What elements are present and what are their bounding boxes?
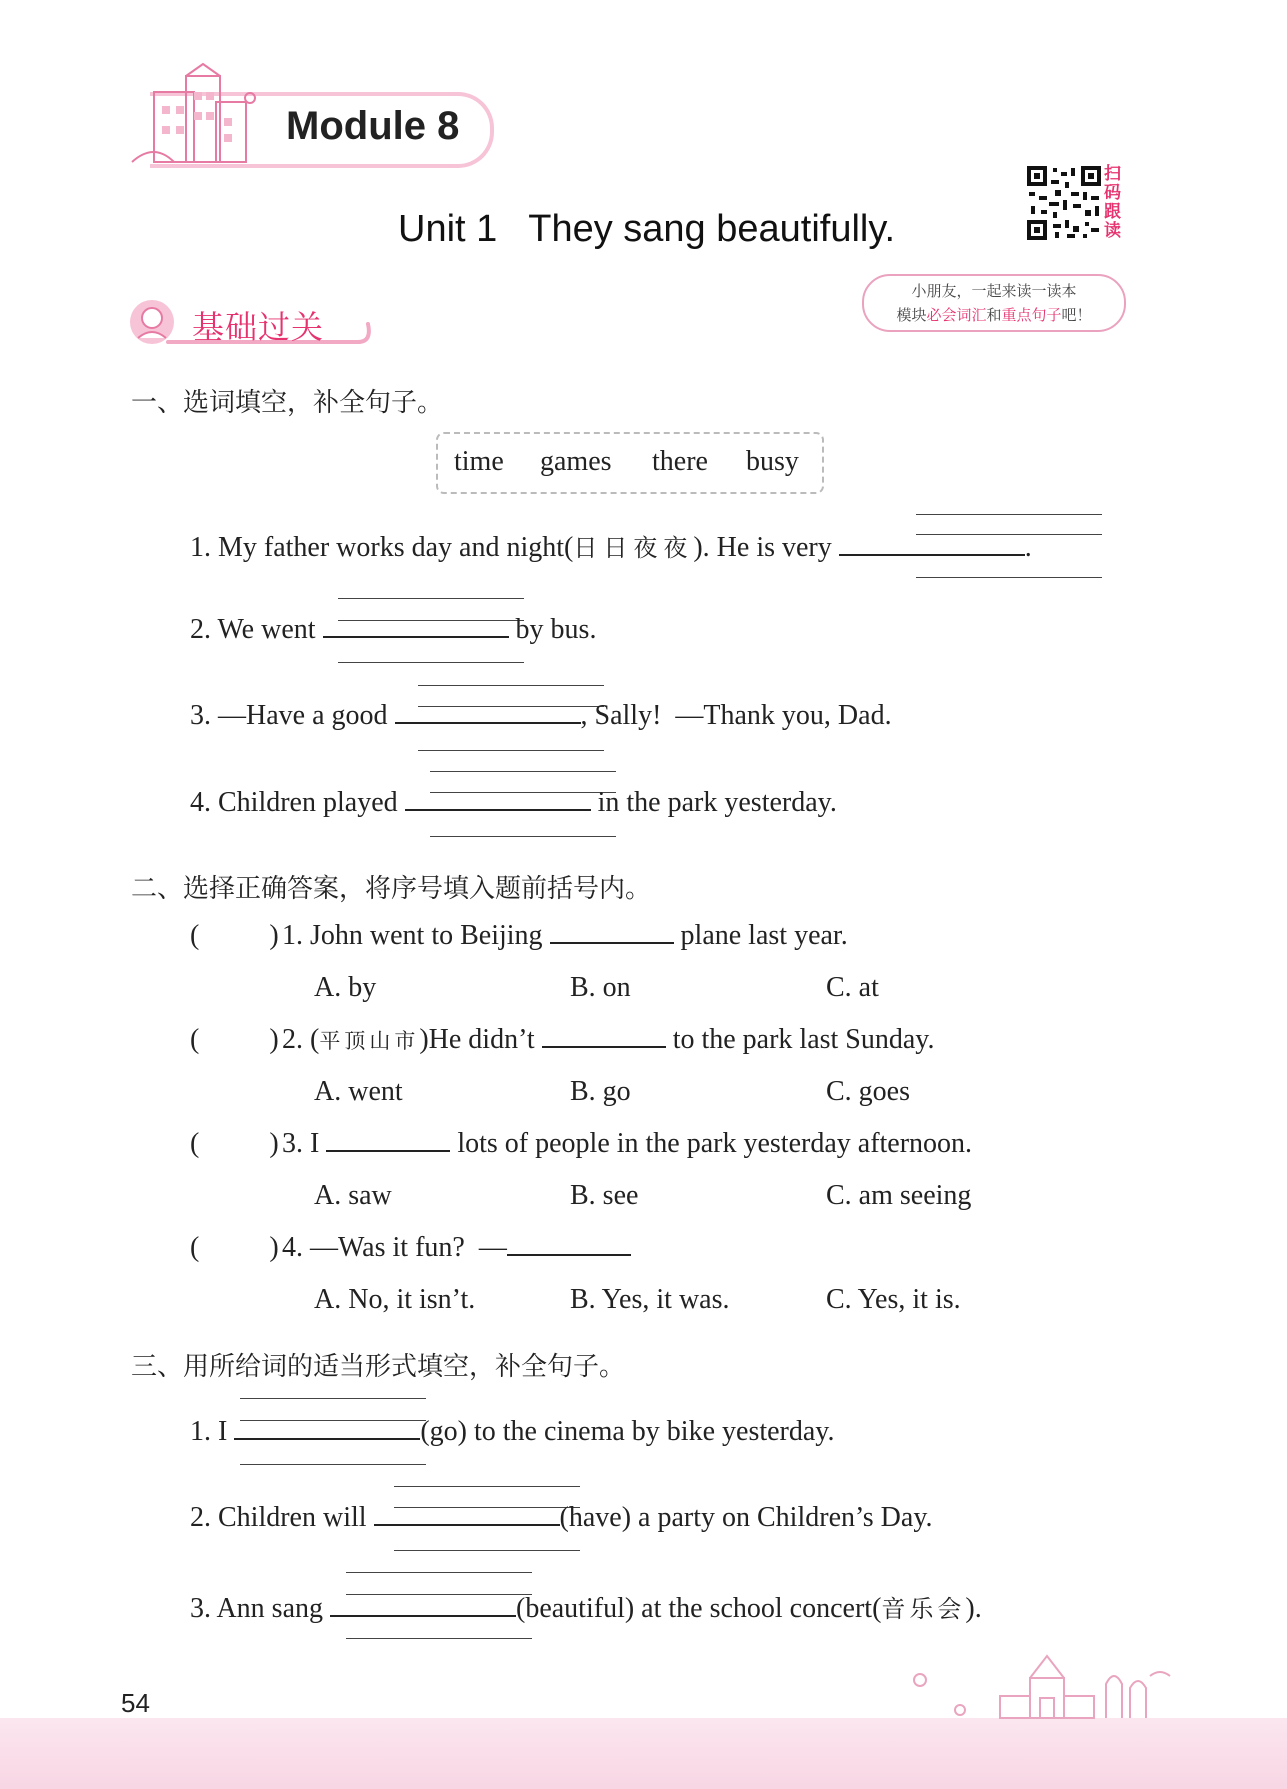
section-title: 基础过关 — [192, 309, 325, 345]
writing-guide-line — [338, 598, 524, 599]
part3-question-1: 1. I (go) to the cinema by bike yesterday. — [190, 1416, 835, 1447]
module-title: Module 8 — [286, 104, 460, 148]
tip-speech-bubble — [862, 274, 1126, 332]
part1-question-2: 2. We went by bus. — [190, 614, 597, 645]
answer-blank[interactable] — [323, 636, 509, 638]
option-b[interactable]: B. see — [570, 1180, 639, 1211]
option-c[interactable]: C. goes — [826, 1076, 910, 1107]
option-b[interactable]: B. go — [570, 1076, 631, 1107]
writing-guide-line — [430, 771, 616, 772]
word-bank-item: busy — [746, 446, 799, 477]
writing-guide-line — [418, 685, 604, 686]
writing-guide-line — [418, 750, 604, 751]
part3-heading: 三、用所给词的适当形式填空，补全句子。 — [131, 1351, 626, 1381]
writing-guide-line — [346, 1638, 532, 1639]
answer-blank[interactable] — [374, 1524, 560, 1526]
part2-heading: 二、选择正确答案，将序号填入题前括号内。 — [131, 873, 652, 903]
option-a[interactable]: A. by — [314, 972, 377, 1003]
option-a[interactable]: A. No, it isn’t. — [314, 1284, 476, 1315]
answer-blank — [507, 1254, 631, 1256]
answer-parenthesis[interactable]: ( ) — [190, 1128, 279, 1159]
tip-line-2: 模块必会词汇和重点句子吧！ — [896, 308, 1092, 324]
part2-question-2: 2. (平顶山市)He didn’t to the park last Sunday. — [282, 1024, 935, 1055]
option-c[interactable]: C. at — [826, 972, 879, 1003]
answer-blank[interactable] — [405, 809, 591, 811]
part3-question-3: 3. Ann sang (beautiful) at the school concert(音乐会). — [190, 1593, 982, 1624]
word-bank-item: there — [652, 446, 708, 477]
part2-question-4: 4. —Was it fun? — — [282, 1232, 631, 1264]
qr-code-icon[interactable] — [1027, 166, 1101, 240]
part1-question-3: 3. —Have a good , Sally! —Thank you, Dad. — [190, 700, 892, 731]
answer-blank[interactable] — [839, 554, 1025, 556]
qr-label-char: 码 — [1104, 183, 1121, 202]
writing-guide-line — [430, 836, 616, 837]
qr-label-char: 读 — [1104, 221, 1121, 240]
part1-question-1: 1. My father works day and night(日日夜夜). He is very . — [190, 532, 1032, 563]
answer-blank — [550, 942, 674, 944]
writing-guide-line — [240, 1398, 426, 1399]
option-b[interactable]: B. on — [570, 972, 631, 1003]
answer-blank[interactable] — [395, 722, 581, 724]
answer-blank[interactable] — [234, 1438, 420, 1440]
qr-scan-label — [1104, 164, 1126, 240]
writing-guide-line — [346, 1572, 532, 1573]
answer-parenthesis[interactable]: ( ) — [190, 1232, 279, 1263]
option-a[interactable]: A. went — [314, 1076, 403, 1107]
word-bank-item: games — [540, 446, 612, 477]
writing-guide-line — [338, 662, 524, 663]
part2-question-3: 3. I lots of people in the park yesterday afternoon. — [282, 1128, 973, 1159]
building-illustration — [124, 62, 274, 172]
tip-line-1: 小朋友，一起来读一读本 — [911, 284, 1077, 300]
writing-guide-line — [240, 1464, 426, 1465]
answer-blank — [542, 1046, 666, 1048]
qr-label-char: 跟 — [1104, 202, 1121, 221]
option-b[interactable]: B. Yes, it was. — [570, 1284, 730, 1315]
part1-question-4: 4. Children played in the park yesterday. — [190, 787, 837, 818]
writing-guide-line — [394, 1550, 580, 1551]
answer-parenthesis[interactable]: ( ) — [190, 920, 279, 951]
castle-illustration — [880, 1648, 1180, 1728]
part3-question-2: 2. Children will (have) a party on Children’s Day. — [190, 1502, 933, 1533]
page-number: 54 — [121, 1688, 150, 1718]
answer-blank[interactable] — [330, 1615, 516, 1617]
answer-blank — [326, 1150, 450, 1152]
answer-parenthesis[interactable]: ( ) — [190, 1024, 279, 1055]
writing-guide-line — [916, 514, 1102, 515]
footer-band — [0, 1718, 1287, 1789]
qr-label-char: 扫 — [1104, 164, 1121, 183]
part2-question-1: 1. John went to Beijing plane last year. — [282, 920, 848, 951]
option-c[interactable]: C. Yes, it is. — [826, 1284, 961, 1315]
part1-heading: 一、选词填空，补全句子。 — [131, 387, 444, 417]
option-a[interactable]: A. saw — [314, 1180, 392, 1211]
unit-title: Unit 1 They sang beautifully. — [398, 208, 896, 250]
word-bank-item: time — [454, 446, 504, 477]
writing-guide-line — [394, 1486, 580, 1487]
writing-guide-line — [916, 577, 1102, 578]
option-c[interactable]: C. am seeing — [826, 1180, 972, 1211]
